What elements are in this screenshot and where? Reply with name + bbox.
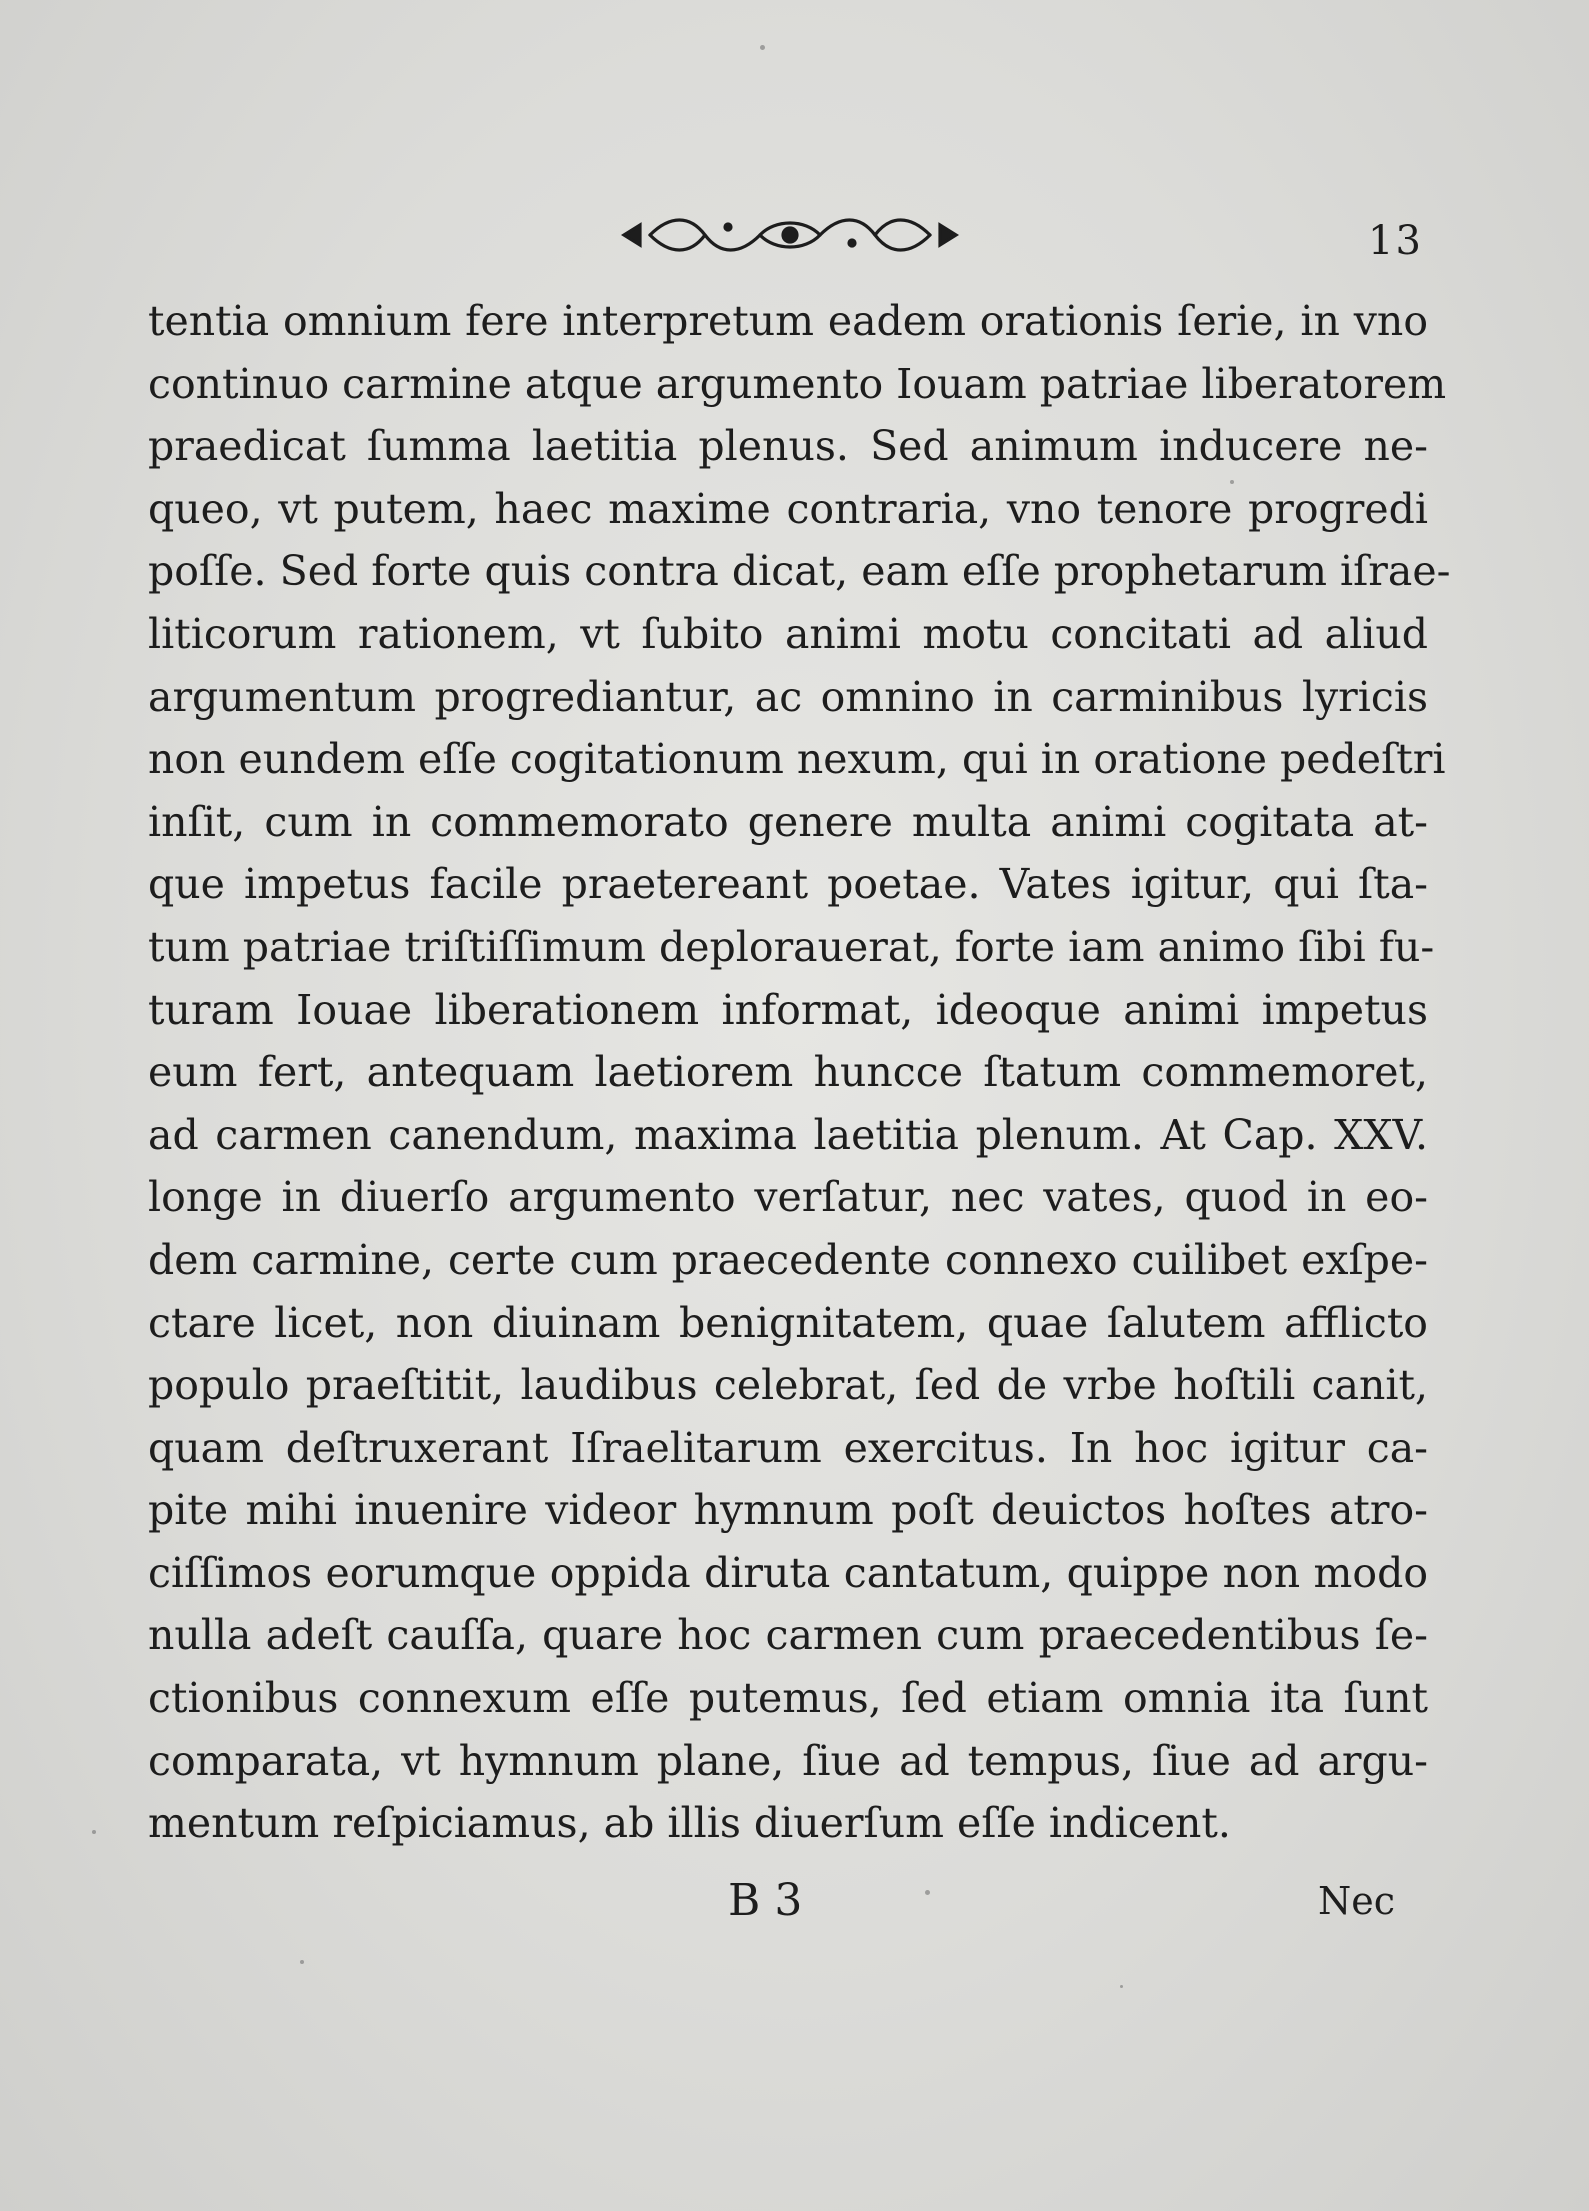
text-line: ctionibus connexum eſſe putemus, ſed etiam omnia ita ſunt bbox=[148, 1674, 1428, 1723]
text-line: argumentum progrediantur, ac omnino in carminibus lyricis bbox=[148, 672, 1428, 721]
text-line: liticorum rationem, vt ſubito animi motu concitati ad aliud bbox=[148, 609, 1428, 658]
text-line: nulla adeſt cauſſa, quare hoc carmen cum praecedentibus ſe- bbox=[148, 1611, 1428, 1660]
catchword: Nec bbox=[1318, 1879, 1396, 1923]
text-line: mentum reſpiciamus, ab illis diuerſum eſſe indicent. bbox=[148, 1799, 1231, 1848]
paper-speck bbox=[92, 1830, 96, 1834]
signature-mark: B 3 bbox=[728, 1875, 803, 1926]
text-line: continuo carmine atque argumento Iouam patriae liberatorem bbox=[148, 359, 1447, 408]
text-line: comparata, vt hymnum plane, ſiue ad tempus, ſiue ad argu- bbox=[148, 1736, 1428, 1785]
paper-speck bbox=[300, 1960, 304, 1964]
head-ornament bbox=[610, 205, 970, 265]
text-line: tentia omnium fere interpretum eadem orationis ſerie, in vno bbox=[148, 297, 1428, 345]
text-line: populo praeſtitit, laudibus celebrat, ſed de vrbe hoſtili canit, bbox=[148, 1361, 1428, 1410]
text-line: ciſſimos eorumque oppida diruta cantatum, quippe non modo bbox=[148, 1548, 1428, 1597]
paper-speck bbox=[1120, 1985, 1123, 1988]
text-line: que impetus facile praetereant poetae. Vates igitur, qui ſta- bbox=[148, 860, 1428, 909]
text-line: queo, vt putem, haec maxime contraria, vno tenore progredi bbox=[148, 484, 1428, 533]
text-line: praedicat ſumma laetitia plenus. Sed animum inducere ne- bbox=[148, 422, 1428, 471]
text-line: tum patriae triſtiſſimum deplorauerat, forte iam animo ſibi fu- bbox=[148, 922, 1435, 971]
text-line: inſit, cum in commemorato genere multa animi cogitata at- bbox=[148, 797, 1428, 846]
paper-speck bbox=[760, 45, 765, 50]
body-text bbox=[148, 290, 1451, 1855]
text-line: turam Iouae liberationem informat, ideoque animi impetus bbox=[148, 985, 1428, 1034]
text-line: pite mihi inuenire videor hymnum poſt deuictos hoſtes atro- bbox=[148, 1486, 1428, 1535]
text-line: non eundem eſſe cogitationum nexum, qui in oratione pedeſtri bbox=[148, 735, 1446, 784]
text-line: dem carmine, certe cum praecedente connexo cuilibet exſpe- bbox=[148, 1235, 1428, 1284]
page-number: 13 bbox=[1368, 218, 1423, 264]
text-line: longe in diuerſo argumento verſatur, nec vates, quod in eo- bbox=[148, 1173, 1428, 1222]
text-line: ctare licet, non diuinam benignitatem, quae ſalutem afflicto bbox=[148, 1298, 1428, 1347]
paper-speck bbox=[925, 1890, 930, 1895]
text-line: quam deſtruxerant Iſraelitarum exercitus. In hoc igitur ca- bbox=[148, 1423, 1428, 1472]
text-line: eum fert, antequam laetiorem huncce ſtatum commemoret, bbox=[148, 1048, 1428, 1097]
text-line: ad carmen canendum, maxima laetitia plenum. At Cap. XXV. bbox=[148, 1110, 1428, 1159]
text-line: poſſe. Sed forte quis contra dicat, eam eſſe prophetarum iſrae- bbox=[148, 547, 1451, 596]
